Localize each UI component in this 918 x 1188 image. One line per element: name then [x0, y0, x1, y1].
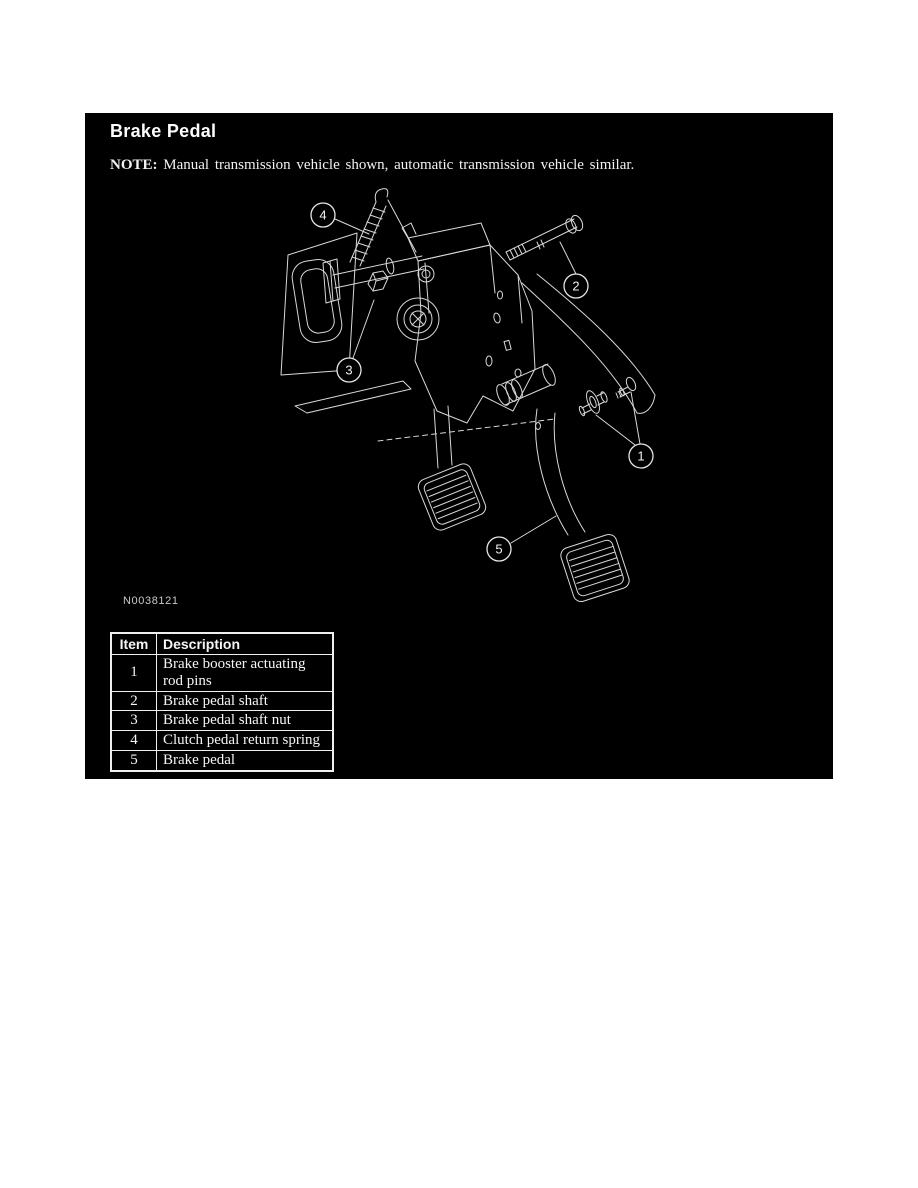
figure-id-label: N0038121 — [123, 595, 179, 607]
item-cell: 3 — [111, 711, 157, 731]
pivot-bushing — [494, 363, 558, 407]
callout-leader-lines — [335, 219, 640, 543]
page-title: Brake Pedal — [110, 121, 217, 141]
svg-text:3: 3 — [345, 362, 353, 378]
table-row — [111, 691, 333, 711]
parts-table — [110, 632, 334, 772]
callout-4 — [311, 203, 335, 227]
parts-table-body — [111, 655, 333, 771]
callout-1 — [629, 444, 653, 468]
callout-2 — [564, 274, 588, 298]
clutch-return-spring — [350, 189, 416, 266]
description-cell: Brake pedal — [157, 750, 334, 770]
table-row — [111, 731, 333, 751]
item-cell: 1 — [111, 655, 157, 692]
callout-5 — [487, 537, 511, 561]
clutch-pedal — [416, 406, 488, 533]
description-cell: Brake pedal shaft nut — [157, 711, 334, 731]
dash-panel — [281, 233, 424, 413]
svg-text:5: 5 — [495, 541, 503, 557]
table-row — [111, 655, 333, 692]
note-label: NOTE: — [110, 157, 158, 173]
parts-table-header-row — [111, 633, 333, 655]
item-cell: 5 — [111, 750, 157, 770]
actuating-rod-pins — [578, 376, 637, 416]
item-column-header: Item — [111, 633, 157, 655]
table-row — [111, 711, 333, 731]
brake-pedal — [522, 274, 655, 604]
note-text: Manual transmission vehicle shown, automatic transmission vehicle similar. — [157, 157, 635, 173]
description-cell: Brake pedal shaft — [157, 691, 334, 711]
description-cell: Brake booster actuating rod pins — [157, 655, 334, 692]
description-cell: Clutch pedal return spring — [157, 731, 334, 751]
description-column-header: Description — [157, 633, 334, 655]
lever-blade — [295, 381, 411, 413]
shaft-nut — [368, 271, 388, 291]
callout-3 — [337, 358, 361, 382]
brake-pedal-section-panel — [85, 113, 833, 779]
svg-text:2: 2 — [572, 278, 580, 294]
brake-pedal-shaft — [506, 214, 585, 260]
svg-text:1: 1 — [637, 448, 645, 464]
item-cell: 4 — [111, 731, 157, 751]
item-cell: 2 — [111, 691, 157, 711]
table-row — [111, 750, 333, 770]
svg-text:4: 4 — [319, 207, 327, 223]
